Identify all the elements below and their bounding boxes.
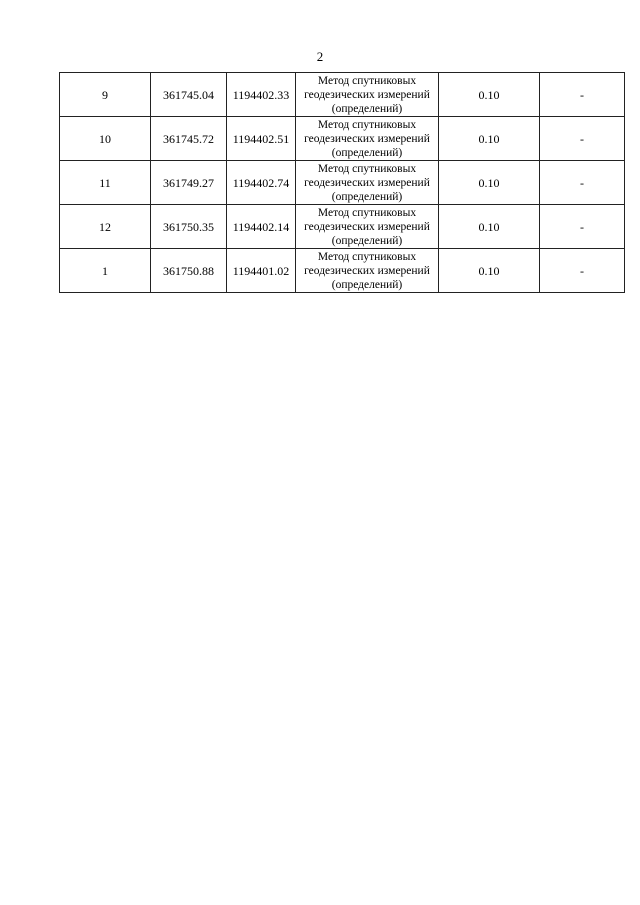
x-coordinate-cell: 361750.35 <box>151 205 227 249</box>
x-coordinate-cell: 361750.88 <box>151 249 227 293</box>
method-line: Метод спутниковых <box>317 74 417 87</box>
note-cell: - <box>540 161 625 205</box>
method-line: геодезических измерений <box>304 88 430 101</box>
y-coordinate-cell: 1194402.14 <box>227 205 296 249</box>
table-row <box>60 205 625 249</box>
method-line: геодезических измерений <box>304 176 430 189</box>
note-cell: - <box>540 205 625 249</box>
method-line: (определений) <box>331 146 403 159</box>
method-line: Метод спутниковых <box>317 118 417 131</box>
accuracy-cell: 0.10 <box>439 205 540 249</box>
point-number-cell: 1 <box>60 249 151 293</box>
point-number-cell: 11 <box>60 161 151 205</box>
accuracy-cell: 0.10 <box>439 73 540 117</box>
x-coordinate-cell: 361745.04 <box>151 73 227 117</box>
accuracy-cell: 0.10 <box>439 117 540 161</box>
x-coordinate-cell: 361745.72 <box>151 117 227 161</box>
point-number-cell: 9 <box>60 73 151 117</box>
page-number: 2 <box>316 49 324 64</box>
table-row <box>60 117 625 161</box>
point-number-cell: 10 <box>60 117 151 161</box>
method-line: Метод спутниковых <box>317 250 417 263</box>
accuracy-cell: 0.10 <box>439 161 540 205</box>
method-line: Метод спутниковых <box>317 206 417 219</box>
method-line: (определений) <box>331 190 403 203</box>
method-line: геодезических измерений <box>304 220 430 233</box>
y-coordinate-cell: 1194401.02 <box>227 249 296 293</box>
method-line: геодезических измерений <box>304 132 430 145</box>
y-coordinate-cell: 1194402.51 <box>227 117 296 161</box>
method-line: (определений) <box>331 278 403 291</box>
accuracy-cell: 0.10 <box>439 249 540 293</box>
y-coordinate-cell: 1194402.74 <box>227 161 296 205</box>
table-row <box>60 249 625 293</box>
method-cell <box>296 249 439 293</box>
x-coordinate-cell: 361749.27 <box>151 161 227 205</box>
method-line: (определений) <box>331 234 403 247</box>
method-cell <box>296 205 439 249</box>
note-cell: - <box>540 117 625 161</box>
method-cell <box>296 73 439 117</box>
method-line: (определений) <box>331 102 403 115</box>
method-line: геодезических измерений <box>304 264 430 277</box>
point-number-cell: 12 <box>60 205 151 249</box>
table-row <box>60 73 625 117</box>
method-line: Метод спутниковых <box>317 162 417 175</box>
method-cell <box>296 161 439 205</box>
method-cell <box>296 117 439 161</box>
note-cell: - <box>540 73 625 117</box>
y-coordinate-cell: 1194402.33 <box>227 73 296 117</box>
note-cell: - <box>540 249 625 293</box>
coordinates-table <box>59 72 625 293</box>
table-row <box>60 161 625 205</box>
